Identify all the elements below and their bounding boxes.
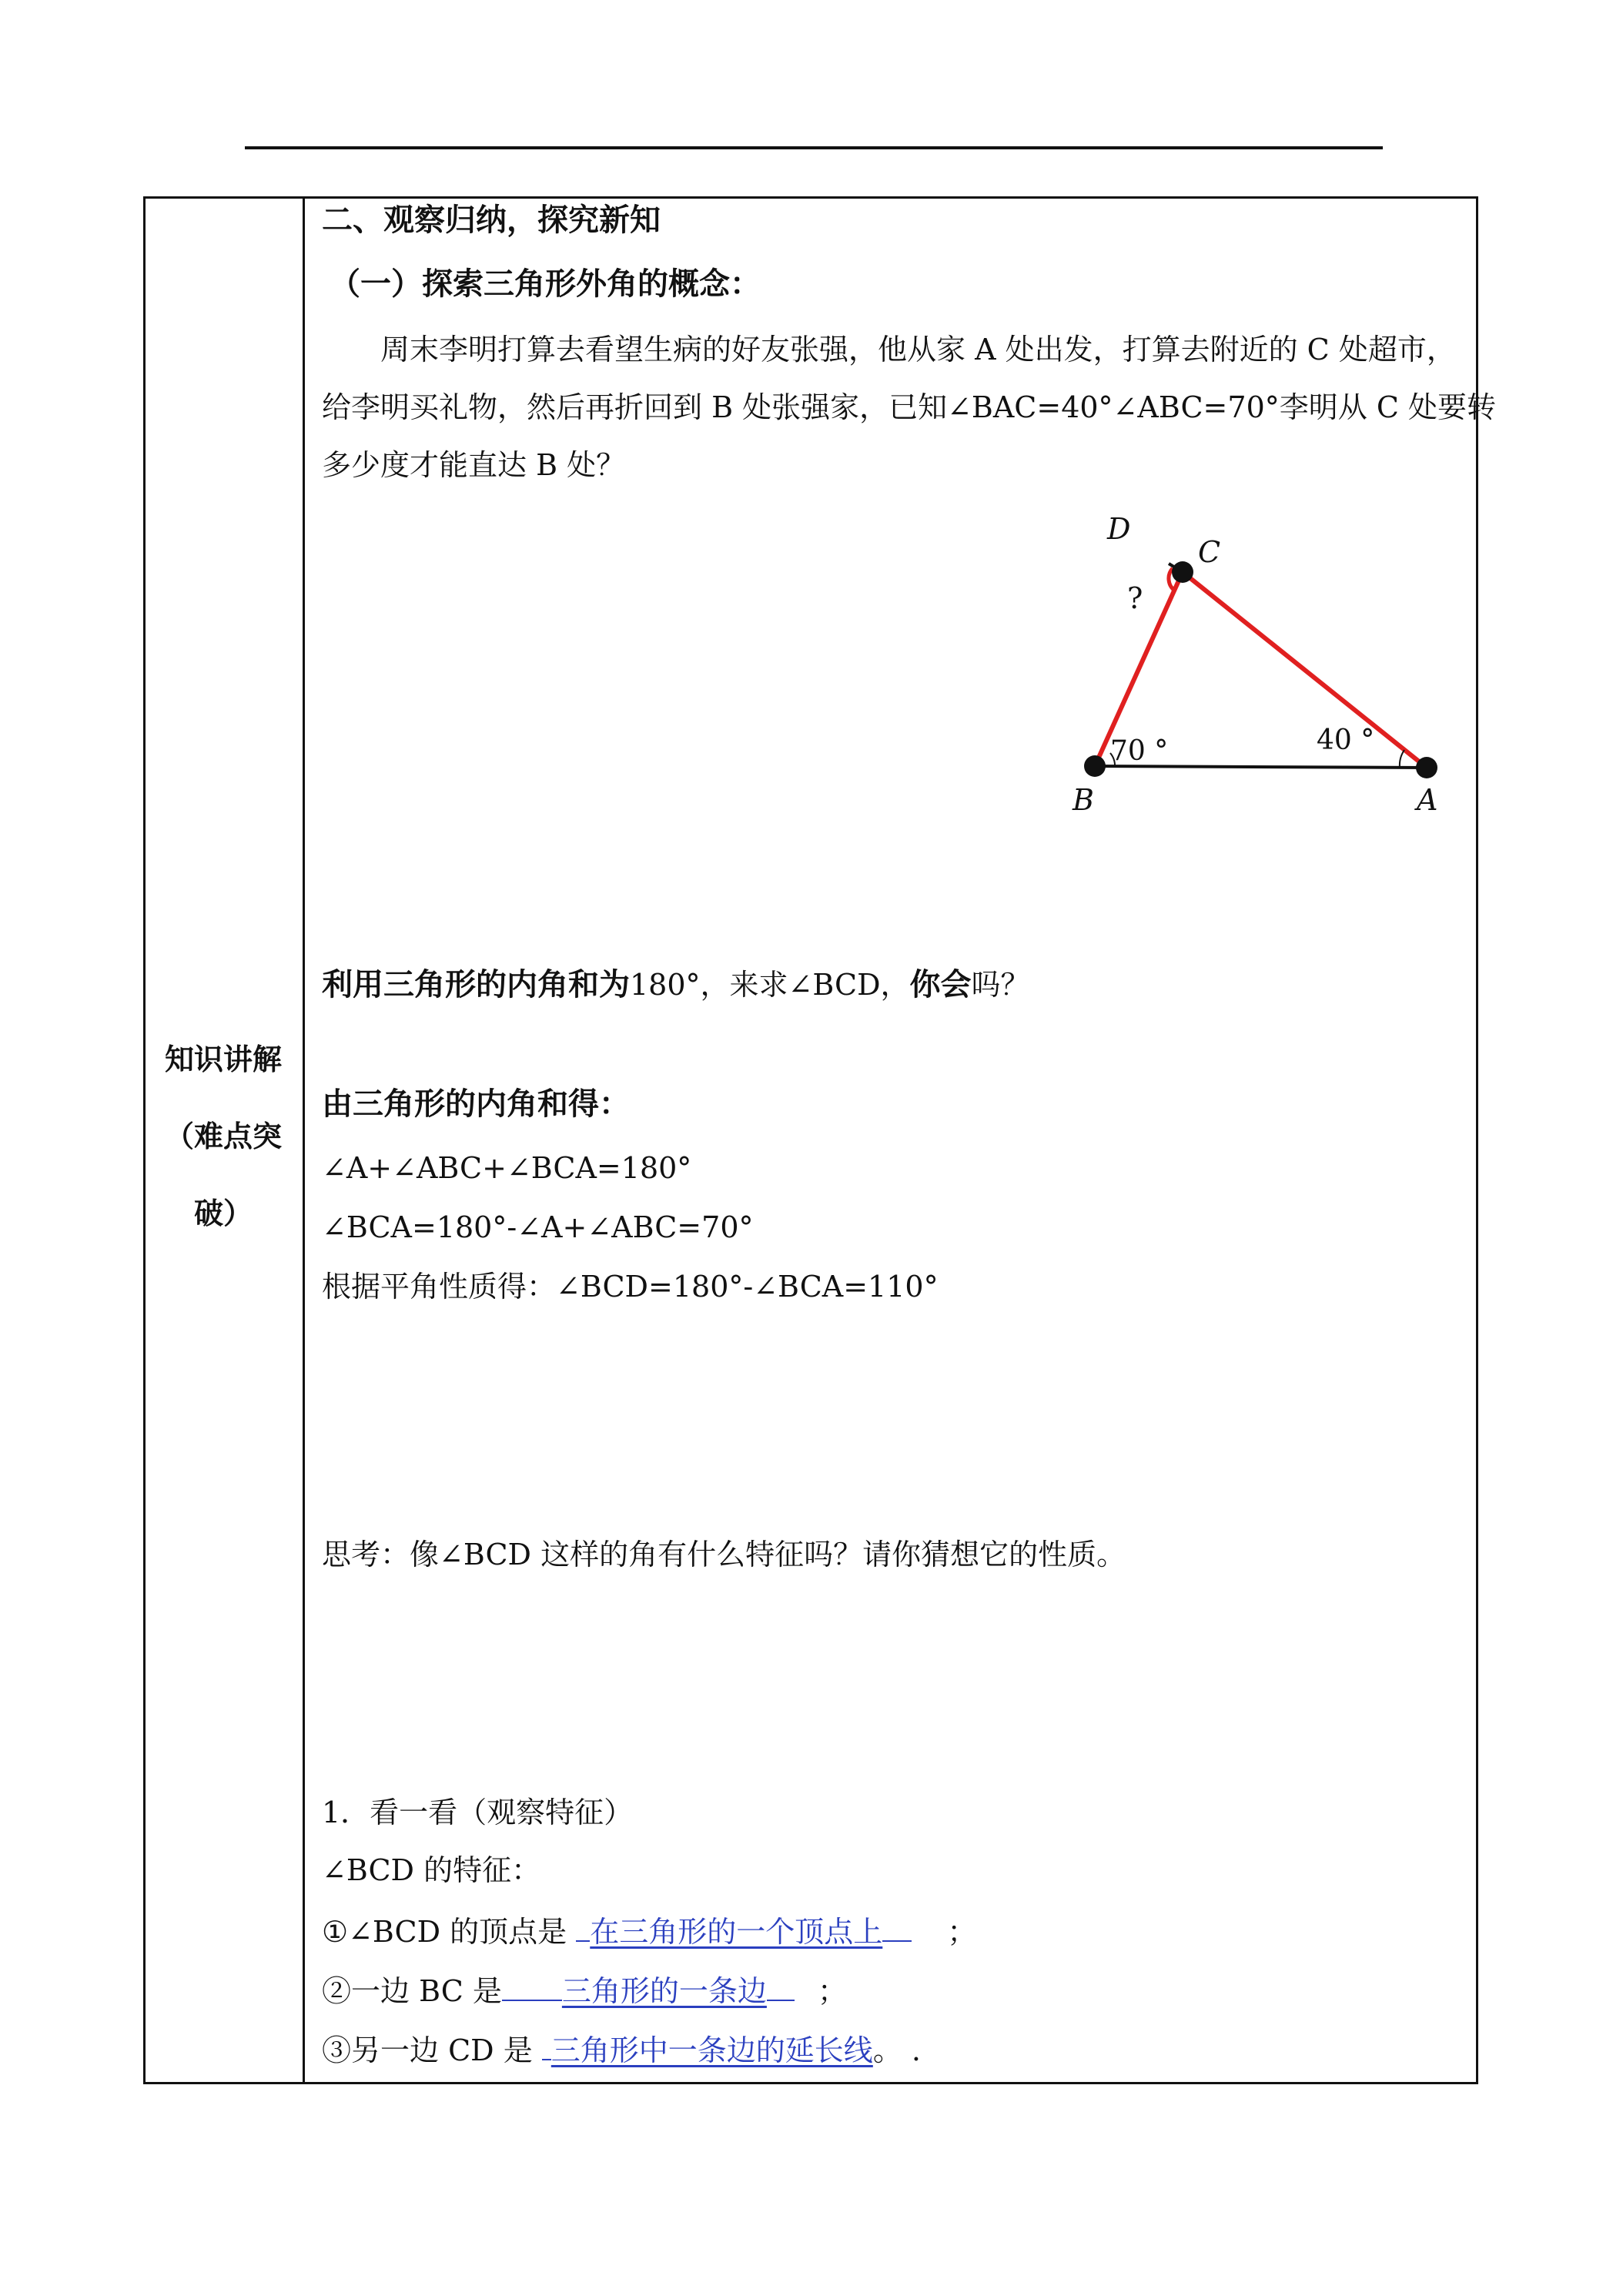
side-ca [1183,572,1427,768]
side-label-line1: 知识讲解 [164,1043,282,1076]
derive-title: 由三角形的内角和得： [322,1086,630,1122]
prompt-bold-part1: 利用三角形的内角和为 [322,967,630,1002]
angle-a-arc [1400,750,1404,768]
header-rule [245,146,1383,149]
section-title: 二、观察归纳，探究新知 [322,202,661,238]
think-question: 思考：像∠BCD 这样的角有什么特征吗？请你猜想它的性质。 [322,1538,1126,1571]
problem-line1: 周末李明打算去看望生病的好友张强，他从家 A 处出发，打算去附近的 C 处超市， [380,333,1456,366]
blank-pad [767,1970,795,2001]
label-angle-a: 40 ° [1317,725,1375,756]
feature-1-prefix: ①∠BCD 的顶点是 [322,1915,567,1949]
label-angle-b: 70 ° [1110,735,1169,767]
side-label-line2: （难点突 [164,1120,282,1153]
feature-3-suffix: 。 . [872,2033,921,2067]
feature-item-3 [322,2030,921,2069]
triangle-diagram [1024,493,1455,832]
label-d: D [1107,512,1131,546]
equation-3: 根据平角性质得：∠BCD=180°-∠BCA=110° [322,1270,939,1304]
feature-3-answer: 三角形中一条边的延长线 [550,2033,873,2067]
observe-title: 1．看一看（观察特征） [322,1796,634,1829]
feature-3-prefix: ③另一边 CD 是 [322,2033,533,2067]
column-divider [303,196,305,2084]
equation-2: ∠BCA=180°-∠A+∠ABC=70° [322,1210,754,1244]
feature-2-prefix: ②一边 BC 是 [322,1974,502,2008]
point-b [1084,755,1106,777]
feature-2-suffix: ； [817,1974,847,2008]
label-question: ? [1127,581,1143,615]
prompt-part4: 吗？ [971,968,1030,1002]
label-c: C [1198,535,1221,569]
blank-pad [502,1970,562,2001]
point-c [1172,561,1193,583]
feature-item-1 [322,1911,976,1950]
blank-pad [882,1911,912,1942]
label-a: A [1417,783,1438,817]
solution-prompt [322,966,1030,1003]
problem-line3: 多少度才能直达 B 处？ [322,448,626,482]
label-b: B [1073,783,1094,817]
prompt-part2: 180°，来求∠BCD， [630,968,910,1002]
feature-1-suffix: ； [947,1915,977,1949]
blank-pad [542,2030,551,2060]
blank-pad [576,1911,590,1942]
feature-item-2 [322,1970,847,2010]
observe-intro: ∠BCD 的特征： [322,1853,541,1887]
problem-line2: 给李明买礼物，然后再折回到 B 处张强家，已知∠BAC=40°∠ABC=70°李明从 C 处要转 [322,390,1496,424]
point-a [1416,757,1437,778]
feature-2-answer: 三角形的一条边 [561,1974,767,2008]
equation-1: ∠A+∠ABC+∠BCA=180° [322,1151,692,1185]
side-label-line3: 破） [193,1197,253,1230]
section-subtitle: （一）探索三角形外角的概念： [330,266,761,302]
feature-1-answer: 在三角形的一个顶点上 [590,1915,883,1949]
prompt-bold-part3: 你会 [909,967,972,1002]
